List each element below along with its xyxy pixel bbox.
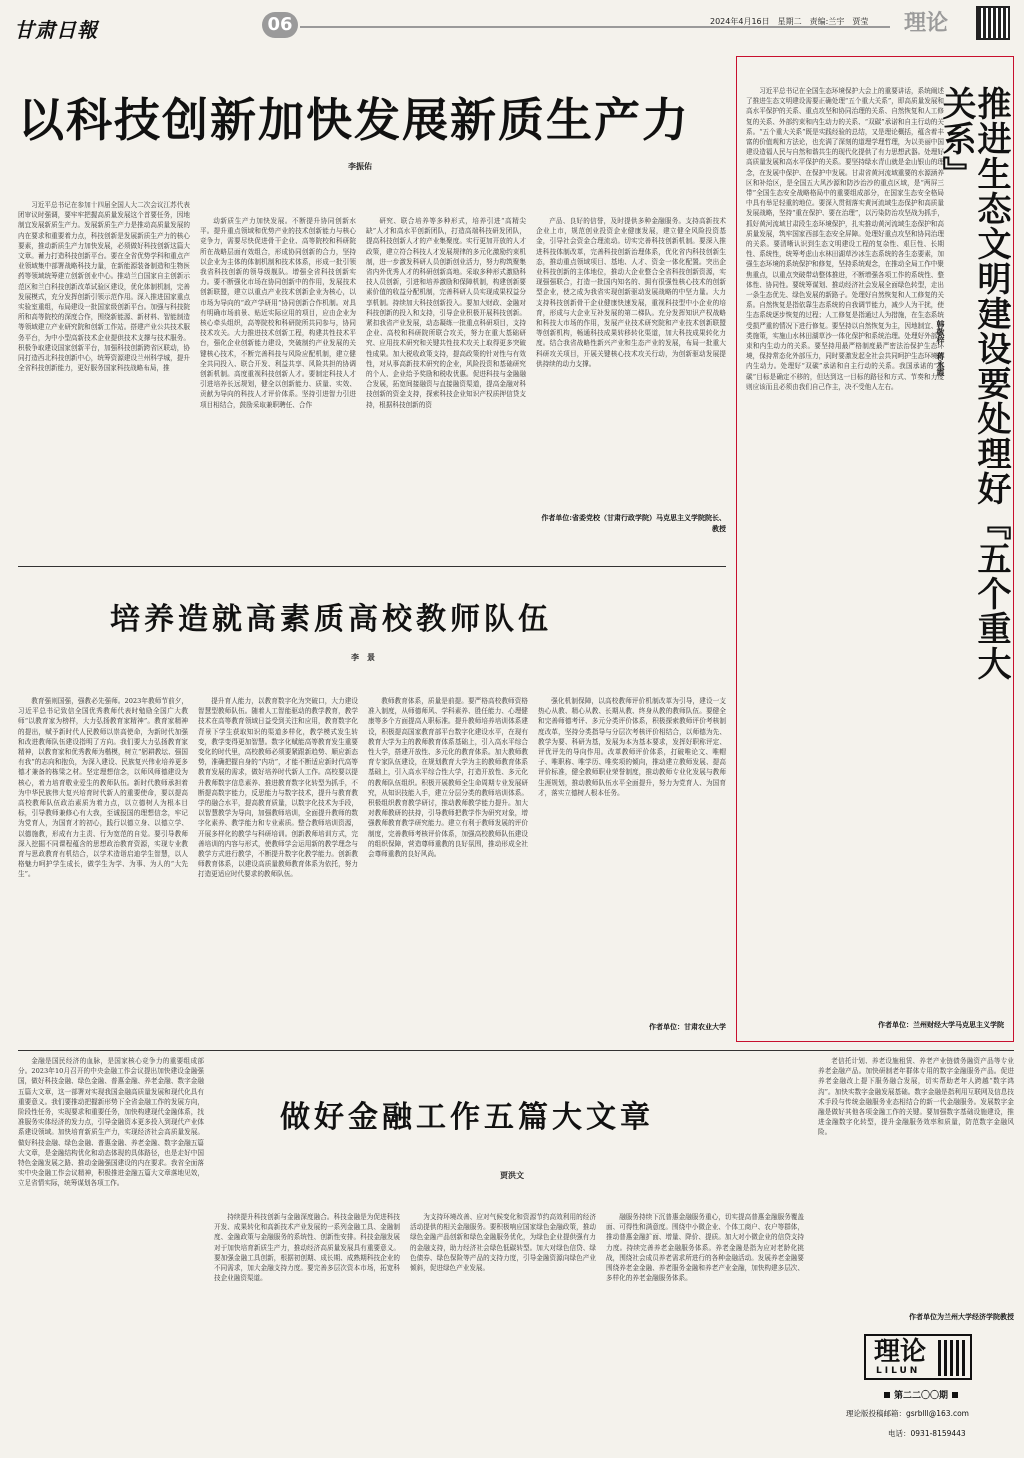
theory-logo-text: 理论 bbox=[874, 1337, 927, 1367]
paper-name-logo: 甘肃日報 bbox=[14, 18, 98, 42]
issue-square-icon-right bbox=[952, 1392, 958, 1398]
contact-phone: 电话：0931-8159443 bbox=[888, 1429, 966, 1438]
article3-title: 推进生态文明建设要处理好『五个重大关系』 bbox=[936, 86, 1011, 681]
article2-col1: 教育强则国强，强教必先强师。2023年教师节前夕，习近平总书记致信全国优秀教师代表时勉励全国广大教师“以教育家为榜样，大力弘扬教育家精神”。教育家精神的提出，赋予新时代人民教师以崇高使命，为新时代加强和改进教师队伍建设指明了方向。我们要大力弘扬教育家精神，以教育家和优秀教师为楷模，树立“躬耕教坛、强国有我”的志向和抱负，为深入建设、民族复兴伟业培养更多德才兼备的栋梁之材。坚定理想信念，以师风师德建设为核心，着力培育敬业爱生的教师队伍。新时代教师承担着为中华民族伟大复兴培育时代新人的重要使命，要以提高高校教师队伍政治素质为着力点，以立德树人为根本目标，引导教师兼修心有大我，至诚报国的理想信念，牢记为党育人，为国育才的初心，践行以德立身、以德立学、以德施教，形成有力主责、行为宽范的自觉。要引导教师深入挖掘不同课程蕴含的思想政治教育资源，实现专业教育与思政教育有机结合，以学术造诣启迪学生智慧，以人格魅力呵护学生成长，做学生为学、为事、为人的“大先生”。 bbox=[18, 697, 188, 879]
article1-col3: 研究、联合培养等多种形式，培养引进“高精尖缺”人才和高水平创新团队，打造高端科技研发团队，提高科技创新人才的产业集聚度。实行更加开放的人才政策，建立符合科技人才发展规律的多元化激励约束机制，进一步激发科研人员创新创业活力，努力构筑聚集省内外优秀人才的科研创新高地。采取多种形式激励科技人员创新，引进和培养激励和保障机制，构建创新要素价值的收益分配机制，完善科研人员实现成果权益分享机制。持续加大科技创新投入。要加大财政、金融对科技创新的投入和支持，引导企业积极开展科技创新。紧扣我省产业发展，动态凝练一批重点科研项目，支持企业、高校和科研院所联合攻关，努力在重大基础研究、应用技术研究和关键共性技术攻关上取得更多突破性成果。加大税收政策支持，提高政策的针对性与有效性，对从事高新技术研究的企业，风险投资和基础研究的个人、企业给予奖励和税收优惠。促进科技与金融融合发展，拓宽间接融资与直接融资渠道，提高金融对科技创新的资金支持，探索科技企业知识产权质押信贷支持，根据科技创新的资 bbox=[366, 217, 526, 409]
article2-col2: 提升育人能力，以教育数字化为突破口，大力建设智慧型教师队伍。随着人工智能驱动的教学教育，教学技术在高等教育领域日益受到关注和应用，教育数字化背景下学生获取知识的渠道多样化，教学模式发生转变，教学变得更加智慧。数字化赋能高等教育发生重要变化的时代里，高校教师必须要紧跟新趋势、顺应新态势，准确把握自身的“内功”，才能不断适应新时代高等教育发展的需求，做好培养时代新人工作。高校要以提升教师数字信息素养、推进教育数字化转型为抓手，不断提高数字能力，反思能力与数字技术，提升与教育教学的融合水平，提高教育质量，以数字化技术为手段，以智慧教学为导向，加强教师培训，全面提升教师的数字化素养、教学能力和专业素质。整合教师培训资源，开展多样化的教学与科研培训。创新教师培训方式，完善培训的内容与形式，使教师学会运用新的教学理念与教学方式进行教学，不断提升数字化教学能力。创新教师教育体系，以建设高质量教师教育体系为依托，努力打造更适应时代要求的教师队伍。 bbox=[198, 697, 358, 879]
article4-author: 贾洪文 bbox=[500, 1170, 524, 1180]
article4-col2: 为支持环境改善、应对气候变化和资源节约高效利用的经济活动提供的相关金融服务。要积极响应国家绿色金融政策，推动绿色金融产品创新和绿色金融服务优化，为绿色企业提供强有力的金融支持，助力经济社会绿色低碳转型。加大对绿色信贷、绿色债券、绿色保险等产品的支持力度，引导金融资源向绿色产业倾斜，促进绿色产业发展。 bbox=[410, 1213, 596, 1273]
article4-byline: 作者单位为兰州大学经济学院教授 bbox=[909, 1312, 1014, 1321]
theory-logo-stripes-icon bbox=[938, 1340, 966, 1376]
theory-logo bbox=[864, 1334, 972, 1380]
date-line: 2024年4月16日 星期二 责编:兰宇 贾莹 bbox=[710, 17, 869, 26]
article3-byline: 作者单位：兰州财经大学马克思主义学院 bbox=[878, 1020, 1004, 1029]
masthead bbox=[0, 0, 1024, 46]
section-label: 理论 bbox=[904, 10, 949, 36]
article4-title: 做好金融工作五篇大文章 bbox=[280, 1100, 654, 1135]
article2-title: 培养造就高素质高校教师队伍 bbox=[110, 602, 552, 637]
bottom-section-divider bbox=[18, 1050, 1014, 1051]
qr-code-icon bbox=[976, 6, 1010, 40]
page-number: 06 bbox=[267, 14, 293, 35]
article3-author: 韩敬梓 蒋永霞 bbox=[936, 320, 946, 376]
article2-byline: 作者单位：甘肃农业大学 bbox=[649, 1022, 726, 1031]
article1-col2: 动新质生产力加快发展。不断提升协同创新水平。提升重点领域和优势产业的技术创新能力与核心竞争力，需要尽快促进骨干企业、高等院校和科研院所在战略层面有效组合，形成协同创新的合力，坚持以企业为主体的体制机制和技术体系，形成一批引领我省科技创新的领导级舰队。增强全省科技创新实力。要不断强化市场在协同创新中的作用，发展技术创新联盟，建立以重点产业技术创新企业为核心，以市场为导向的“政产学研用”协同创新合作机制。对具有明确市场前景、贴近实际应用的项目，应由企业为核心牵头组织，高等院校和科研院所共同参与，协同技术攻关。大力推进技术创新工程，构建共性技术平台，强化企业创新能力建设，突破制约产业发展的关键核心技术，不断完善科技与风险应配机制，建立健全共同投入、联合开发、利益共享、风险共担的协调创新机制。高度重视科技创新人才。要制定科技人才引进培养长远规划，健全以创新能力、质量、实效、贡献为导向的科技人才评价体系。坚持引进智力引进项目相结合，鼓励采取兼职聘任、合作 bbox=[200, 217, 356, 409]
article4-col1: 持续提升科技创新与金融深度融合。科技金融是为促进科技开发、成果转化和高新技术产业发展的一系列金融工具、金融制度、金融政策与金融服务的系统性、创新性安排。科技金融发展对于加快培育新质生产力，推动经济高质量发展具有重要意义。要加强金融工具创新，根据初创期、成长期、成熟期科技企业的不同需求，加大金融支持力度。要完善多层次资本市场，拓宽科技企业融资渠道。 bbox=[214, 1213, 400, 1283]
article2-col4: 强化机制保障，以高校教师评价机制改革为引导，建设一支热心从教、精心从教、长期从教、终身从教的教师队伍。要健全和完善师德考评、多元分类评价体系，积极探索教师评价考核制度改革，坚持分类指导与分层次考核评价相结合，以师德为先、教学为要、科研为基，发展为本为基本要求，发挥好职称评定、评优评先的导向作用。改革教师评价体系，打破唯论文、唯帽子、唯职称、唯学历、唯奖项的倾向，推动建立教师发展、提高评价标准，健全教师职业荣誉制度，推动教师专业化发展与教师生涯规划，推动教师队伍水平全面提升，努力为党育人、为国育才，落实立德树人根本任务。 bbox=[538, 697, 726, 797]
article1-title: 以科技创新加快发展新质生产力 bbox=[18, 93, 690, 147]
footer-box bbox=[818, 1332, 1014, 1452]
article4-right-col: 老信托计划、养老设施租赁、养老产业链债务融资产品等专业养老金融产品。加快研制老年群体专用的数字金融服务产品。促进养老金融改上提下服务融合发展，切实帮助老年人跨越“数字鸿沟”。加快实数字金融发展基础。数字金融是指利用互联网及信息技术手段与传统金融服务业态相结合的新一代金融服务。发展数字金融是做好其他各项金融工作的关键。要加强数字基础设施建设，推进金融数字化转型，提升金融服务效率和质量，防范数字金融风险。 bbox=[818, 1057, 1014, 1137]
theory-logo-sub: LILUN bbox=[876, 1366, 921, 1376]
section-divider bbox=[18, 566, 726, 567]
article3-body: 习近平总书记在全国生态环境保护大会上的重要讲话，系统阐述了推进生态文明建设需要正确处理“五个重大关系”，即高质量发展和高水平保护的关系、重点攻坚和协同治理的关系、自然恢复和人工修复的关系、外部约束和内生动力的关系、“双碳”承诺和自主行动的关系。“五个重大关系”既是实践经验的总结，又是理论概括，蕴含着丰富的价值观和方法论，也充满了深刻的道理学理哲理，为以美丽中国建设造福人民与自然和谐共生的现代化提供了有力思想武器。处理好高质量发展和高水平保护的关系。要坚持绿水青山就是金山银山的理念，在发展中保护、在保护中发展。甘肃省黄河流域重要的水源涵养区和补给区，是全国五大风沙源和防沙治沙的重点区域，是“两屏三带”全国生态安全战略格局中的重要组成部分，在国家生态安全格局中具有举足轻重的地位。要深入贯彻落实黄河流域生态保护和高质量发展战略，坚持“重在保护、要在治理”，以污染防治攻坚战为抓手，抓好黄河流域甘肃段生态环境保护，扎实推动黄河流域生态保护和高质量发展，筑牢国家西部生态安全屏障。处理好重点攻坚和协同治理的关系。要清晰认识到生态文明建设工程的复杂性、艰巨性、长期性、系统性，统筹考虑山水林田湖草沙冰生态系统的各生态要素，加强生态环境的系统保护和修复，坚持系统观念，在推动全局工作中聚焦重点，以重点突破带动整体推进，不断增强各项工作的系统性、整体性、协同性。要统筹谋划、推动经济社会发展全面绿色转型，走出一条生态优先、绿色发展的新路子。处理好自然恢复和人工修复的关系。自然恢复是指依靠生态系统的自我调节能力，减少人为干扰，使生态系统逐步恢复的过程；人工修复是指通过人为措施，在生态系统受损严重的情况下进行修复。要坚持以自然恢复为主，因地制宜、分类施策，实施山水林田湖草沙一体化保护和系统治理。处理好外部约束和内生动力的关系。要坚持用最严格制度最严密法治保护生态环境，保持常态化外部压力，同时要激发起全社会共同呵护生态环境的内生动力。处理好“双碳”承诺和自主行动的关系。我国承诺的“双碳”目标是确定不移的，但达到这一目标的路径和方式、节奏和力度则应该而且必须由我们自己作主，决不受他人左右。 bbox=[746, 87, 944, 391]
issue-text: 第二二〇〇期 bbox=[893, 1391, 948, 1401]
submission-email: 理论版投稿邮箱：gsrblll@163.com bbox=[846, 1409, 969, 1418]
article4-left-col: 金融是国民经济的血脉，是国家核心竞争力的重要组成部分。2023年10月召开的中央金融工作会议提出加快建设金融强国，做好科技金融、绿色金融、普惠金融、养老金融、数字金融五篇大文章，这一部署对实现我国金融高质量发展和现代化具有重要意义。我们要推动把握新形势下全省金融工作的发展方向，阶段性任务，实现要求和重要任务，加快构建现代金融体系，找准服务实体经济的发力点，引导金融资本更多投入到现代产业体系建设领域。加快培育新质生产力，实现经济社会高质量发展。做好科技金融、绿色金融、普惠金融、养老金融、数字金融五篇大文章，是金融结构优化和动态体现的具体路径，也是走好中国特色金融发展之路、推动金融强国建设的内在要求。我省全面落实中央金融工作会议精神，积极推进金融五篇大文章落地见效，立足省情实际，统筹谋划各项工作。 bbox=[18, 1057, 204, 1188]
article2-author: 李 景 bbox=[351, 652, 375, 662]
article4-col3: 融服务持续下沉普惠金融服务重心，切实提高普惠金融服务覆盖面、可得性和满意度。围绕中小微企业、个体工商户、农户等群体，推动普惠金融扩面、增量、降价、提质。加大对小微企业的信贷支持力度。持续完善养老金融服务体系。养老金融是指为应对老龄化挑战，围绕社会成员养老需求所进行的各种金融活动。发展养老金融要围绕养老金金融、养老服务金融和养老产业金融，加快构建多层次、多样化的养老金融服务体系。 bbox=[606, 1213, 804, 1283]
article2-col3: 教师教育体系，质量是前提。要严格高校教师资格准入制度，从师德师风、学科素养、胜任能力、心理健康等多个方面提高人职标准。提升教师培养培训体系建设，积极提高国家教育部平台数字化建设水平，在现有教育大学为主的教师教育体系基础上，引入高水平综合性大学，搭建开放性、多元化的教育体系。加大教师教育专家队伍建设，在规划教育大学为主的教师教育体系基础上，引入高水平综合性大学，打造开放性、多元化的教师队伍组织。积极开展教师全生命周期专业发展研究，从知识技能入手，建立分层分类的教师培训体系。积极组织教育教学研讨，推动教师教学能力提升。加大对教师教研的扶持，引导教师把教学作为研究对象，增强教师教育教学研究能力。建立有利于教师发展的评价制度，完善教师考核评价体系，加强高校教师队伍建设的组织保障，营造尊师重教的良好氛围，推动形成全社会尊师重教的良好风尚。 bbox=[368, 697, 528, 859]
issue-number bbox=[846, 1388, 996, 1401]
issue-square-icon-left bbox=[884, 1392, 890, 1398]
article1-author: 李振佑 bbox=[348, 161, 372, 171]
page-number-badge bbox=[262, 12, 298, 38]
article1-col4: 产品、良好的信誉，及时提供多种金融服务。支持高新技术企业上市，规范创业投资企业健康发展，建立健全风险投资基金，引导社会资金合理流动。切实完善科技创新机制。要深入推进科技体制改革，完善科技创新治理体系，优化省内科技创新生态，推动重点领域项目、基地、人才、资金一体化配置。突出企业科技创新的主体地位，推动大企业整合全省科技创新资源，实现强强联合，打造一批国内知名的、拥有很强性核心技术的创新型企业，使之成为我省实现创新驱动发展战略的中坚力量。大力支持科技创新骨干企业健康快速发展，重视科技型中小企业的培育，形成与大企业互补发展的第二梯队。充分发挥知识产权战略和科技大市场的作用，发展产业技术研究院和产业技术创新联盟等创新机构，畅通科技成果转移转化渠道，加大科技成果转化力度。结合我省战略性新兴产业和生态产业的发展，布局一批重大科研攻关项目，开展关键核心技术攻关行动，为创新驱动发展提供持续的动力支撑。 bbox=[536, 217, 726, 368]
article1-col1: 习近平总书记在参加十四届全国人大二次会议江苏代表团审议时强调，要牢牢把握高质量发展这个首要任务，因地制宜发展新质生产力。发展新质生产力是推动高质量发展的内在要求和重要着力点，科技创新是发展新质生产力的核心要素，推动新质生产力加快发展，必须做好科技创新这篇大文章。蓄力打造科技创新平台。要在全省优势学科和重点产业领域集中部署战略科技力量，在新能源装备制造和生物医药等领域统筹建立创新创业中心。推动兰白国家自主创新示范区和兰白科技创新改革试验区建设，优化体制机制，完善发展模式，充分发挥创新引领示范作用。深入推进国家重点实验室重组，布局建设一批国家级创新平台。加强与科技院所和高等院校的深度合作，围绕新能源、新材料、智能制造等领域建立产业研究院和创新工作站。搭建产业公共技术服务平台，为中小型高新技术企业提供技术支撑与技术服务。积极争取建设国家创新平台，加强科技创新跨省区联动，协同打造西北科技创新中心，统筹资源建设兰州科学城，提升全省科技创新能力，更好服务国家科技战略布局，推 bbox=[18, 201, 190, 373]
article1-byline: 作者单位:省委党校（甘肃行政学院）马克思主义学院院长、教授 bbox=[541, 513, 726, 533]
